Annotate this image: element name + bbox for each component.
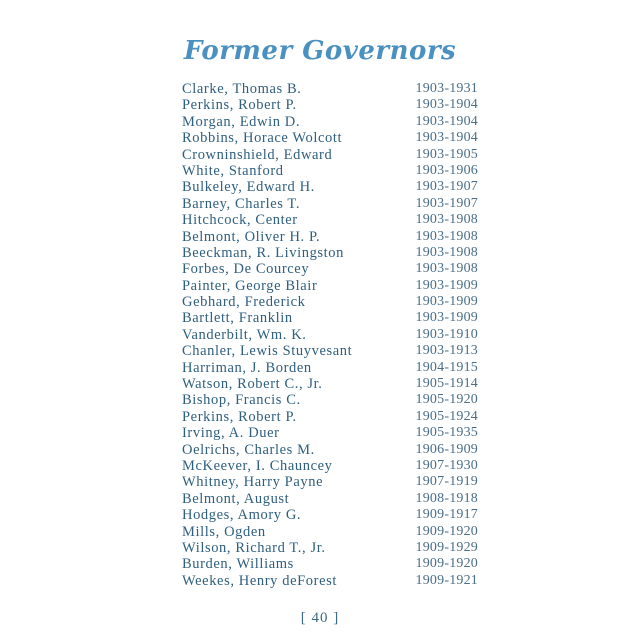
governor-years: 1907-1919 (415, 474, 478, 490)
governor-name: Barney, Charles T. (182, 195, 301, 212)
list-item (180, 147, 480, 163)
governor-name: Robbins, Horace Wolcott (182, 130, 343, 147)
list-item (180, 442, 480, 458)
governor-years: 1905-1924 (415, 408, 478, 424)
governor-name: Belmont, Oliver H. P. (182, 228, 321, 245)
governor-years: 1903-1907 (415, 179, 478, 195)
governor-name: White, Stanford (182, 162, 284, 179)
governor-years: 1903-1904 (415, 97, 478, 113)
governor-years: 1903-1907 (415, 195, 478, 211)
governor-years: 1903-1908 (415, 261, 478, 277)
governor-name: Gebhard, Frederick (182, 294, 306, 311)
governor-years: 1908-1918 (415, 490, 478, 506)
list-item (180, 392, 480, 408)
list-item (180, 114, 480, 130)
list-item (180, 458, 480, 474)
list-item (180, 491, 480, 507)
list-item (180, 278, 480, 294)
list-item (180, 294, 480, 310)
governor-years: 1905-1920 (415, 392, 478, 408)
governor-name: Weekes, Henry deForest (182, 572, 337, 589)
governor-name: Vanderbilt, Wm. K. (182, 326, 307, 343)
list-item (180, 212, 480, 228)
governor-years: 1903-1931 (415, 81, 478, 96)
governor-name: Beeckman, R. Livingston (182, 244, 344, 261)
list-item (180, 229, 480, 245)
governor-years: 1903-1905 (415, 146, 478, 162)
governor-name: Morgan, Edwin D. (182, 113, 301, 130)
governor-name: Bishop, Francis C. (182, 392, 301, 409)
governor-name: Clarke, Thomas B. (182, 81, 302, 97)
list-item (180, 245, 480, 261)
governor-name: Belmont, August (182, 490, 290, 507)
governor-years: 1903-1913 (415, 343, 478, 359)
governor-years: 1903-1908 (415, 244, 478, 260)
governor-years: 1903-1908 (415, 212, 478, 228)
governor-name: Chanler, Lewis Stuyvesant (182, 343, 353, 360)
list-item (180, 573, 480, 589)
governor-years: 1909-1921 (415, 572, 478, 588)
governor-years: 1909-1920 (415, 556, 478, 572)
governor-years: 1909-1920 (415, 523, 478, 539)
list-item (180, 81, 480, 97)
governor-name: Whitney, Harry Payne (182, 474, 324, 491)
governor-name: Harriman, J. Borden (182, 359, 312, 376)
governor-years: 1909-1917 (415, 507, 478, 523)
governor-years: 1909-1929 (415, 539, 478, 555)
list-item (180, 540, 480, 556)
governor-name: Hitchcock, Center (182, 212, 298, 229)
governors-list (180, 81, 480, 589)
list-item (180, 376, 480, 392)
governor-name: Crowninshield, Edward (182, 146, 333, 163)
list-item (180, 556, 480, 572)
list-item (180, 507, 480, 523)
list-item (180, 425, 480, 441)
list-item (180, 343, 480, 359)
list-item (180, 360, 480, 376)
governor-name: Irving, A. Duer (182, 425, 280, 442)
governor-years: 1903-1909 (415, 310, 478, 326)
governor-years: 1903-1909 (415, 277, 478, 293)
governor-name: Oelrichs, Charles M. (182, 441, 315, 458)
governor-years: 1903-1906 (415, 162, 478, 178)
list-item (180, 196, 480, 212)
list-item (180, 97, 480, 113)
governor-name: Bulkeley, Edward H. (182, 179, 315, 196)
governor-years: 1904-1915 (415, 359, 478, 375)
governor-name: Perkins, Robert P. (182, 408, 297, 425)
list-item (180, 474, 480, 490)
governor-years: 1903-1910 (415, 326, 478, 342)
governor-years: 1903-1904 (415, 130, 478, 146)
list-item (180, 130, 480, 146)
governor-name: Watson, Robert C., Jr. (182, 376, 323, 393)
list-item (180, 310, 480, 326)
governor-name: Burden, Williams (182, 556, 294, 573)
governor-name: Perkins, Robert P. (182, 97, 297, 114)
list-item (180, 524, 480, 540)
governor-name: Forbes, De Courcey (182, 261, 310, 278)
governor-name: Hodges, Amory G. (182, 507, 302, 524)
list-item (180, 409, 480, 425)
governor-years: 1903-1909 (415, 294, 478, 310)
governor-years: 1903-1908 (415, 228, 478, 244)
governor-name: Wilson, Richard T., Jr. (182, 539, 326, 556)
page-title: Former Governors (183, 36, 457, 66)
list-item (180, 163, 480, 179)
governor-years: 1906-1909 (415, 441, 478, 457)
governor-name: Mills, Ogden (182, 523, 266, 540)
governor-name: Bartlett, Franklin (182, 310, 293, 327)
list-item (180, 327, 480, 343)
governor-name: McKeever, I. Chauncey (182, 457, 333, 474)
list-item (180, 179, 480, 195)
governor-years: 1905-1935 (415, 425, 478, 441)
governor-years: 1905-1914 (415, 376, 478, 392)
list-item (180, 261, 480, 277)
governor-years: 1903-1904 (415, 113, 478, 129)
governor-name: Painter, George Blair (182, 277, 318, 294)
page-number: [ 40 ] (300, 610, 340, 626)
governor-years: 1907-1930 (415, 457, 478, 473)
